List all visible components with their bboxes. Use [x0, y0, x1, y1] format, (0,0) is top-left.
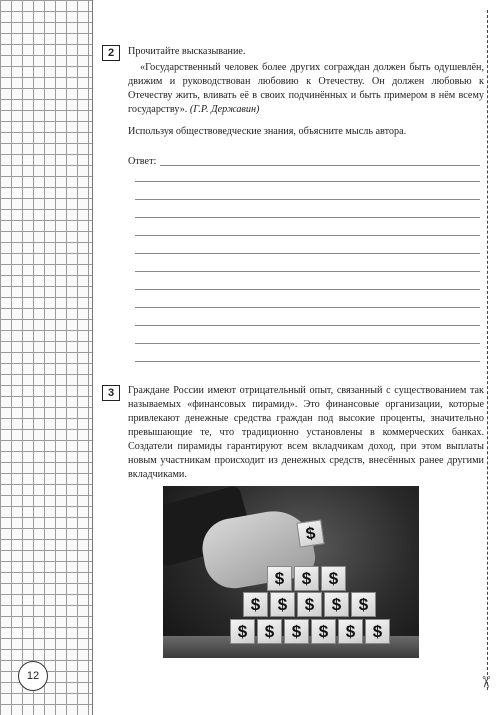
answer-label: Ответ: — [128, 156, 157, 167]
dollar-cube: $ — [257, 619, 282, 644]
pyramid-photo — [163, 486, 419, 658]
grid-margin — [0, 0, 92, 715]
dollar-cube: $ — [311, 619, 336, 644]
scissors-icon: ✂ — [476, 675, 494, 689]
dollar-cube: $ — [294, 566, 319, 591]
answer-line-5[interactable] — [135, 235, 480, 236]
task-2-instruction: Прочитайте высказывание. — [128, 46, 246, 57]
page-number: 12 — [18, 661, 48, 691]
dollar-cube: $ — [365, 619, 390, 644]
answer-line-12[interactable] — [135, 361, 480, 362]
dollar-cube: $ — [297, 592, 322, 617]
answer-line-4[interactable] — [135, 217, 480, 218]
answer-line-7[interactable] — [135, 271, 480, 272]
dollar-cube: $ — [243, 592, 268, 617]
answer-line-6[interactable] — [135, 253, 480, 254]
margin-rule — [92, 0, 93, 715]
answer-line-10[interactable] — [135, 325, 480, 326]
dollar-cube: $ — [284, 619, 309, 644]
answer-line-2[interactable] — [135, 181, 480, 182]
dollar-cube: $ — [267, 566, 292, 591]
answer-line-9[interactable] — [135, 307, 480, 308]
task-2-question: Используя обществоведческие знания, объясните мысль автора. — [128, 126, 407, 137]
dollar-cube: $ — [351, 592, 376, 617]
answer-line-8[interactable] — [135, 289, 480, 290]
dollar-cube: $ — [270, 592, 295, 617]
task-3-number: 3 — [102, 385, 120, 401]
answer-line-11[interactable] — [135, 343, 480, 344]
quote-author: (Г.Р. Державин) — [189, 104, 260, 115]
quote-text: «Государственный человек более других сограждан должен быть одушевлён, движим и руководствован любовию к Отечеству. Он должен любовью к Отечеству жить, вливать её в своих подчинённых и быть примером в нём всему государству». — [128, 62, 484, 115]
dollar-cube: $ — [230, 619, 255, 644]
task-2-number: 2 — [102, 45, 120, 61]
dollar-cube: $ — [324, 592, 349, 617]
cut-line — [487, 10, 488, 690]
task-2-quote — [128, 61, 484, 117]
answer-line-1[interactable] — [160, 165, 480, 166]
answer-line-3[interactable] — [135, 199, 480, 200]
dollar-cube: $ — [338, 619, 363, 644]
task-3-text: Граждане России имеют отрицательный опыт, связанный с существованием так называемых «финансовых пирамид». Это финансовые организации, которые привлекают денежные средства граждан под высокие проценты, значительно превышающие те, что традиционно установлены в коммерческих банках. Создатели пирамиды гарантируют всем вкладчикам доход, при этом выплаты новым участникам происходит из денежных средств, внесённых ранее другими вкладчиками. — [128, 385, 484, 480]
dollar-cube: $ — [296, 519, 324, 547]
dollar-cube: $ — [321, 566, 346, 591]
